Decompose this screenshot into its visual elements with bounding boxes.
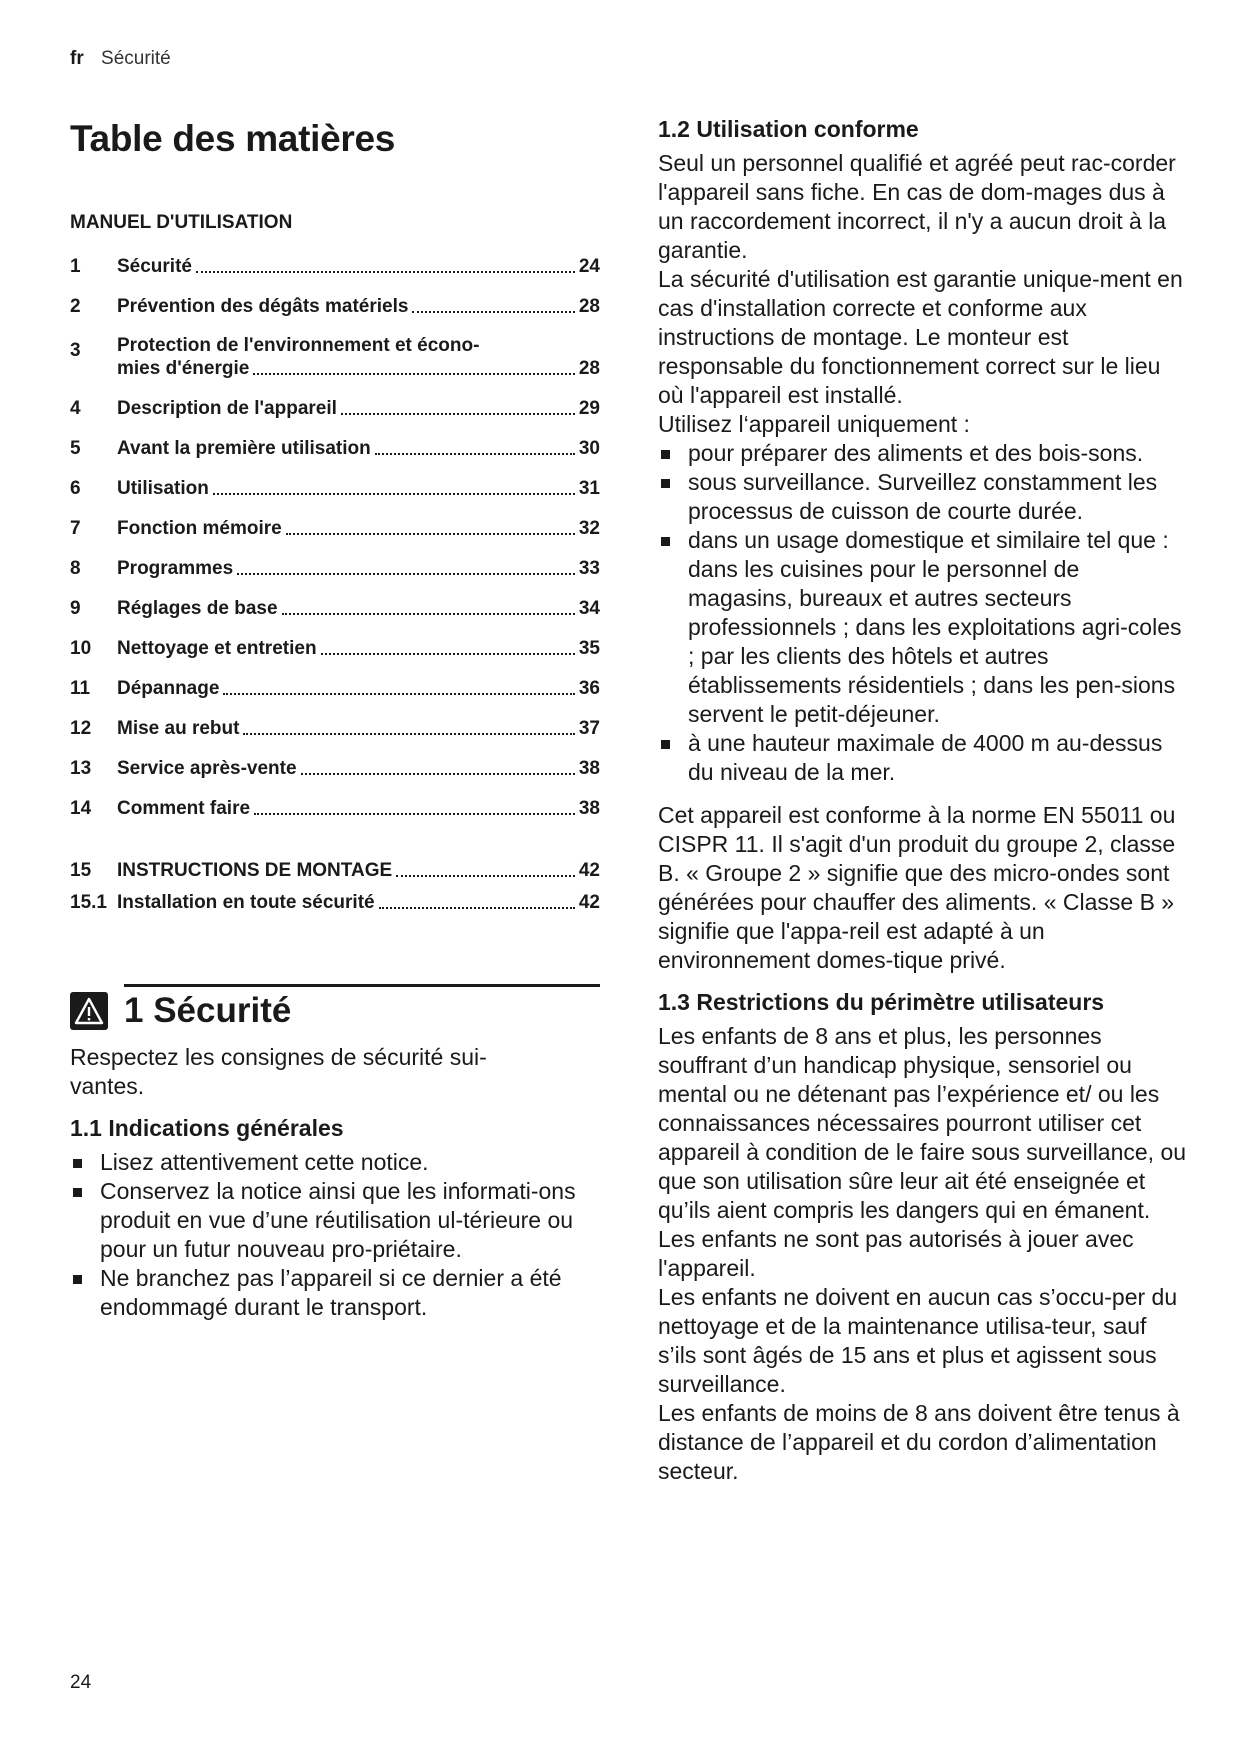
paragraph: Les enfants ne doivent en aucun cas s’occu-per du nettoyage et de la maintenance utilisa-teur, sauf s’ils sont âgés de 15 ans et plus et agissent sous surveillance. — [658, 1284, 1178, 1397]
paragraph: Les enfants ne sont pas autorisés à jouer avec l'appareil. — [658, 1226, 1134, 1281]
toc-entry-page: 35 — [578, 638, 600, 659]
running-header — [70, 48, 171, 70]
toc-entry-title: Installation en toute sécurité — [117, 892, 375, 913]
toc-entry[interactable] — [70, 706, 600, 746]
toc-entry-number: 11 — [70, 678, 91, 699]
toc-entry-number: 15.1 — [70, 892, 107, 913]
toc-entry-number: 2 — [70, 296, 81, 317]
toc-entry-title-line2: mies d'énergie — [117, 358, 250, 379]
toc-entry-title: Réglages de base — [117, 598, 278, 619]
toc-leader — [379, 907, 575, 909]
toc-leader — [286, 533, 575, 535]
toc-entry-number: 4 — [70, 398, 81, 419]
section-rule — [124, 984, 600, 987]
toc-leader — [412, 311, 574, 313]
toc-entry-number: 5 — [70, 438, 81, 459]
bullet-list — [658, 439, 1188, 787]
toc-entry-title: Dépannage — [117, 678, 220, 699]
toc-leader — [254, 813, 575, 815]
warning-icon — [70, 992, 108, 1030]
list-item: Ne branchez pas l’appareil si ce dernier a été endommagé durant le transport. — [70, 1264, 600, 1322]
toc-entry[interactable] — [70, 666, 600, 706]
toc-entry-page: 34 — [578, 598, 600, 619]
right-column — [658, 116, 1188, 1486]
toc-entry[interactable] — [70, 746, 600, 786]
subsection-title: 1.3 Restrictions du périmètre utilisateurs — [658, 989, 1105, 1015]
toc-entry-number: 9 — [70, 598, 81, 619]
list-item: sous surveillance. Surveillez constamment les processus de cuisson de courte durée. — [658, 468, 1188, 526]
toc-entry[interactable] — [70, 546, 600, 586]
toc-entry-title: Programmes — [117, 558, 234, 579]
toc-entry-title: Service après-vente — [117, 758, 297, 779]
toc-leader — [396, 875, 575, 877]
toc-leader — [243, 733, 574, 735]
toc-entry-page: 31 — [578, 478, 600, 499]
toc-entry-title: Mise au rebut — [117, 718, 240, 739]
list-item: Conservez la notice ainsi que les informati-ons produit en vue d’une réutilisation ul-térieure ou pour un futur nouveau pro-priétaire. — [70, 1177, 600, 1264]
toc-entry-number: 12 — [70, 718, 92, 739]
toc-leader — [301, 773, 575, 775]
toc-leader — [253, 373, 575, 375]
toc-leader — [282, 613, 575, 615]
paragraph: Cet appareil est conforme à la norme EN 55011 ou CISPR 11. Il s'agit d'un produit du groupe 2, classe B. « Groupe 2 » signifie que des micro-ondes sont générées pour chauffer des aliments. « Classe B » signifie que l'appa-reil est adapté à un environnement domes-tique privé. — [658, 802, 1176, 973]
toc-entry[interactable] — [70, 786, 600, 826]
toc-entry-page: 24 — [578, 256, 600, 277]
intro-line: Respectez les consignes de sécurité sui- — [70, 1044, 487, 1070]
toc-entry-page: 28 — [578, 358, 600, 379]
toc-entry[interactable] — [70, 626, 600, 666]
toc-title: Table des matières — [70, 118, 396, 159]
toc-heading: MANUEL D'UTILISATION — [70, 212, 293, 233]
toc-entry-number: 6 — [70, 478, 81, 499]
toc-entry[interactable] — [70, 386, 600, 426]
page-number: 24 — [70, 1672, 92, 1693]
toc-entry-page: 28 — [578, 296, 600, 317]
paragraph: Seul un personnel qualifié et agréé peut rac-corder l'appareil sans fiche. En cas de dom-mages dus à un raccordement incorrect, il n'y a aucun droit à la garantie. — [658, 150, 1176, 263]
toc-entry-page: 38 — [578, 758, 600, 779]
paragraph: La sécurité d'utilisation est garantie unique-ment en cas d'installation correcte et conforme aux instructions de montage. Le monteur est responsable du fonctionnement correct sur le lieu où l'appareil est installé. — [658, 266, 1183, 408]
toc-entry-number: 3 — [70, 340, 81, 361]
list-item: Lisez attentivement cette notice. — [70, 1148, 600, 1177]
toc-leader — [321, 653, 575, 655]
toc-entry-title: Prévention des dégâts matériels — [117, 296, 409, 317]
toc-entry-number: 1 — [70, 256, 81, 277]
toc-leader — [341, 413, 575, 415]
toc-entry-page: 36 — [578, 678, 600, 699]
toc-entry-title: Description de l'appareil — [117, 398, 337, 419]
toc-leader — [223, 693, 574, 695]
list-item: pour préparer des aliments et des bois-sons. — [658, 439, 1188, 468]
toc-entry-page: 42 — [578, 860, 600, 881]
paragraph: Les enfants de moins de 8 ans doivent être tenus à distance de l’appareil et du cordon d’alimentation secteur. — [658, 1400, 1180, 1484]
toc-entry-page: 37 — [578, 718, 600, 739]
paragraph: Utilisez l‘appareil uniquement : — [658, 411, 970, 437]
bullet-list — [70, 1148, 600, 1322]
header-section: Sécurité — [101, 48, 171, 69]
toc-entry-title: Comment faire — [117, 798, 251, 819]
toc-entry-title: INSTRUCTIONS DE MONTAGE — [117, 860, 393, 881]
toc-entry-page: 30 — [578, 438, 600, 459]
toc-entry-number: 7 — [70, 518, 81, 539]
toc-entry[interactable] — [70, 244, 600, 284]
toc-entry-page: 33 — [578, 558, 600, 579]
toc-entry-number: 13 — [70, 758, 92, 779]
section-intro — [70, 1043, 600, 1101]
toc-entry[interactable] — [70, 324, 600, 386]
toc-entry-number: 10 — [70, 638, 92, 659]
toc-leader — [237, 573, 575, 575]
list-item: à une hauteur maximale de 4000 m au-dessus du niveau de la mer. — [658, 729, 1188, 787]
toc-entry-title: Utilisation — [117, 478, 209, 499]
table-of-contents — [70, 118, 600, 920]
toc-entry-title: Sécurité — [117, 256, 192, 277]
section-title: 1 Sécurité — [124, 991, 292, 1030]
toc-entry[interactable] — [70, 284, 600, 324]
toc-entry-install[interactable] — [70, 848, 600, 888]
section-securite — [70, 984, 600, 1322]
toc-leader — [213, 493, 575, 495]
toc-entry-number: 8 — [70, 558, 81, 579]
toc-entry[interactable] — [70, 586, 600, 626]
toc-entry-page: 38 — [578, 798, 600, 819]
toc-entry-number: 14 — [70, 798, 92, 819]
toc-entry[interactable] — [70, 426, 600, 466]
paragraph: Les enfants de 8 ans et plus, les personnes souffrant d’un handicap physique, sensoriel ou mental ou ne détenant pas l’expérience et/ ou les connaissances nécessaires pourront utiliser cet appareil à condition de le faire sous surveillance, ou que son utilisation sûre leur ait été enseignée et qu’ils aient compris les dangers qui en émanent. — [658, 1023, 1187, 1223]
toc-entry-title-line1: Protection de l'environnement et écono- — [117, 335, 480, 356]
intro-line: vantes. — [70, 1073, 145, 1099]
toc-entry-title: Avant la première utilisation — [117, 438, 371, 459]
subsection-title: 1.1 Indications générales — [70, 1115, 344, 1141]
toc-entry-title: Fonction mémoire — [117, 518, 282, 539]
toc-entry[interactable] — [70, 506, 600, 546]
toc-leader — [196, 271, 575, 273]
list-item: dans un usage domestique et similaire tel que : dans les cuisines pour le personnel de magasins, bureaux et autres secteurs professionnels ; dans les exploitations agri-coles ; par les clients des hôtels et autres établissements résidentiels ; dans les pen-sions servent le petit-déjeuner. — [658, 526, 1188, 729]
toc-entry-install-sub[interactable] — [70, 888, 600, 920]
subsection-title: 1.2 Utilisation conforme — [658, 116, 919, 142]
toc-leader — [375, 453, 575, 455]
toc-entry-title: Nettoyage et entretien — [117, 638, 317, 659]
toc-entry-page: 29 — [578, 398, 600, 419]
toc-entry-number: 15 — [70, 860, 92, 881]
toc-entry-page: 32 — [578, 518, 600, 539]
toc-entry-page: 42 — [578, 892, 600, 913]
language-code: fr — [70, 48, 84, 69]
toc-entry[interactable] — [70, 466, 600, 506]
